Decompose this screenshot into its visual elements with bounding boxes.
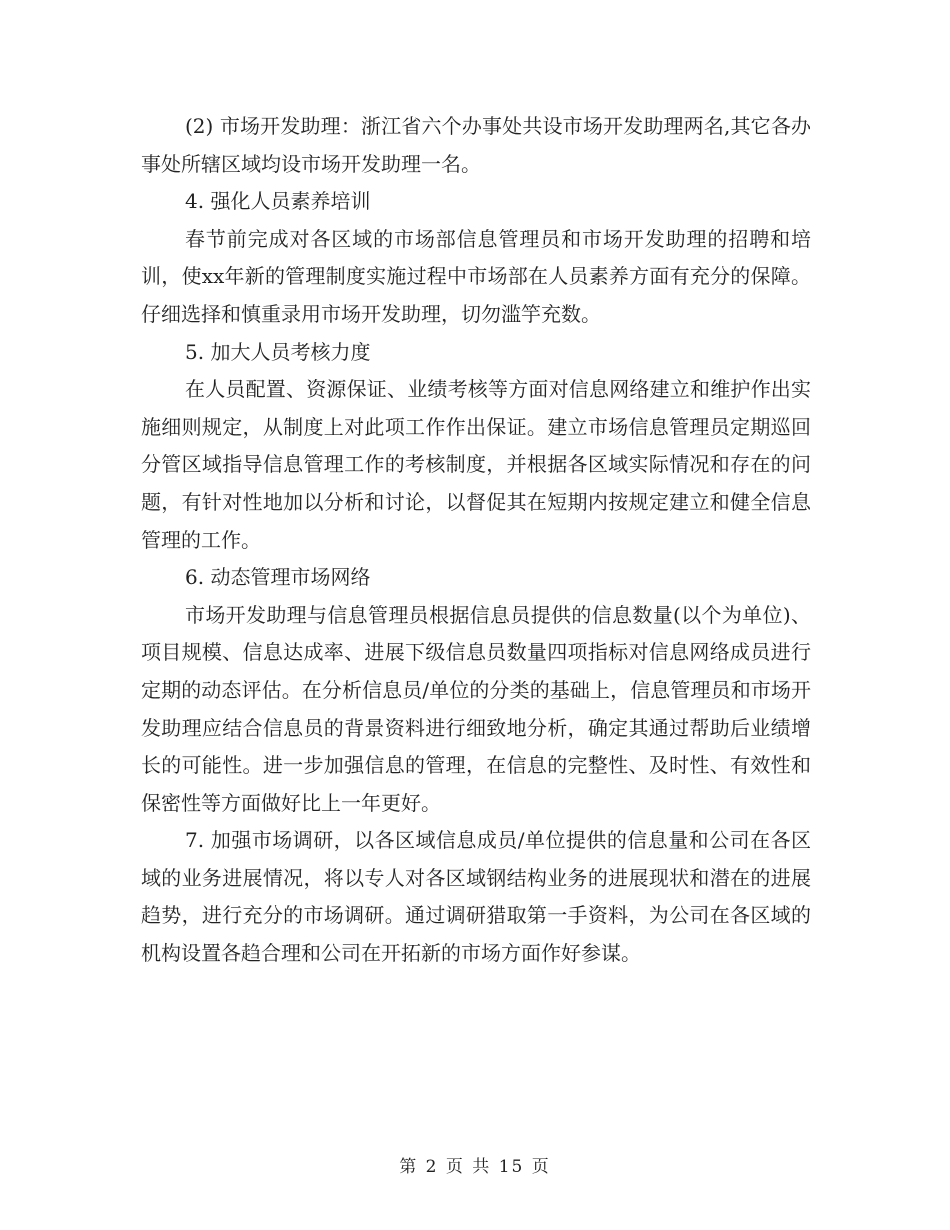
- paragraph-dynamic-network: 市场开发助理与信息管理员根据信息员提供的信息数量(以个为单位)、项目规模、信息达成率、进展下级信息员数量四项指标对信息网络成员进行定期的动态评估。在分析信息员/单位的分类的基础上，信息管理员和市场开发助理应结合信息员的背景资料进行细致地分析，确定其通过帮助后业绩增长的可能性。进一步加强信息的管理，在信息的完整性、及时性、有效性和保密性等方面做好比上一年更好。: [141, 602, 811, 815]
- paragraph-market-assistant: (2) 市场开发助理：浙江省六个办事处共设市场开发助理两名,其它各办事处所辖区域均设市场开发助理一名。: [141, 114, 811, 176]
- page-number-footer: 第 2 页 共 15 页: [399, 1157, 551, 1177]
- heading-assessment: 5. 加大人员考核力度: [185, 339, 371, 364]
- paragraph-training: 春节前完成对各区域的市场部信息管理员和市场开发助理的招聘和培训，使xx年新的管理制度实施过程中市场部在人员素养方面有充分的保障。仔细选择和慎重录用市场开发助理，切勿滥竽充数。: [141, 226, 811, 326]
- document-body: [141, 108, 811, 973]
- paragraph-market-research: 7. 加强市场调研，以各区域信息成员/单位提供的信息量和公司在各区域的业务进展情况，将以专人对各区域钢结构业务的进展现状和潜在的进展趋势，进行充分的市场调研。通过调研猎取第一手资料，为公司在各区域的机构设置各趋合理和公司在开拓新的市场方面作好参谋。: [141, 828, 811, 966]
- heading-training: 4. 强化人员素养培训: [185, 189, 371, 214]
- paragraph-assessment: 在人员配置、资源保证、业绩考核等方面对信息网络建立和维护作出实施细则规定，从制度上对此项工作作出保证。建立市场信息管理员定期巡回分管区域指导信息管理工作的考核制度，并根据各区域实际情况和存在的问题，有针对性地加以分析和讨论，以督促其在短期内按规定建立和健全信息管理的工作。: [141, 377, 811, 552]
- heading-dynamic-network: 6. 动态管理市场网络: [185, 565, 371, 590]
